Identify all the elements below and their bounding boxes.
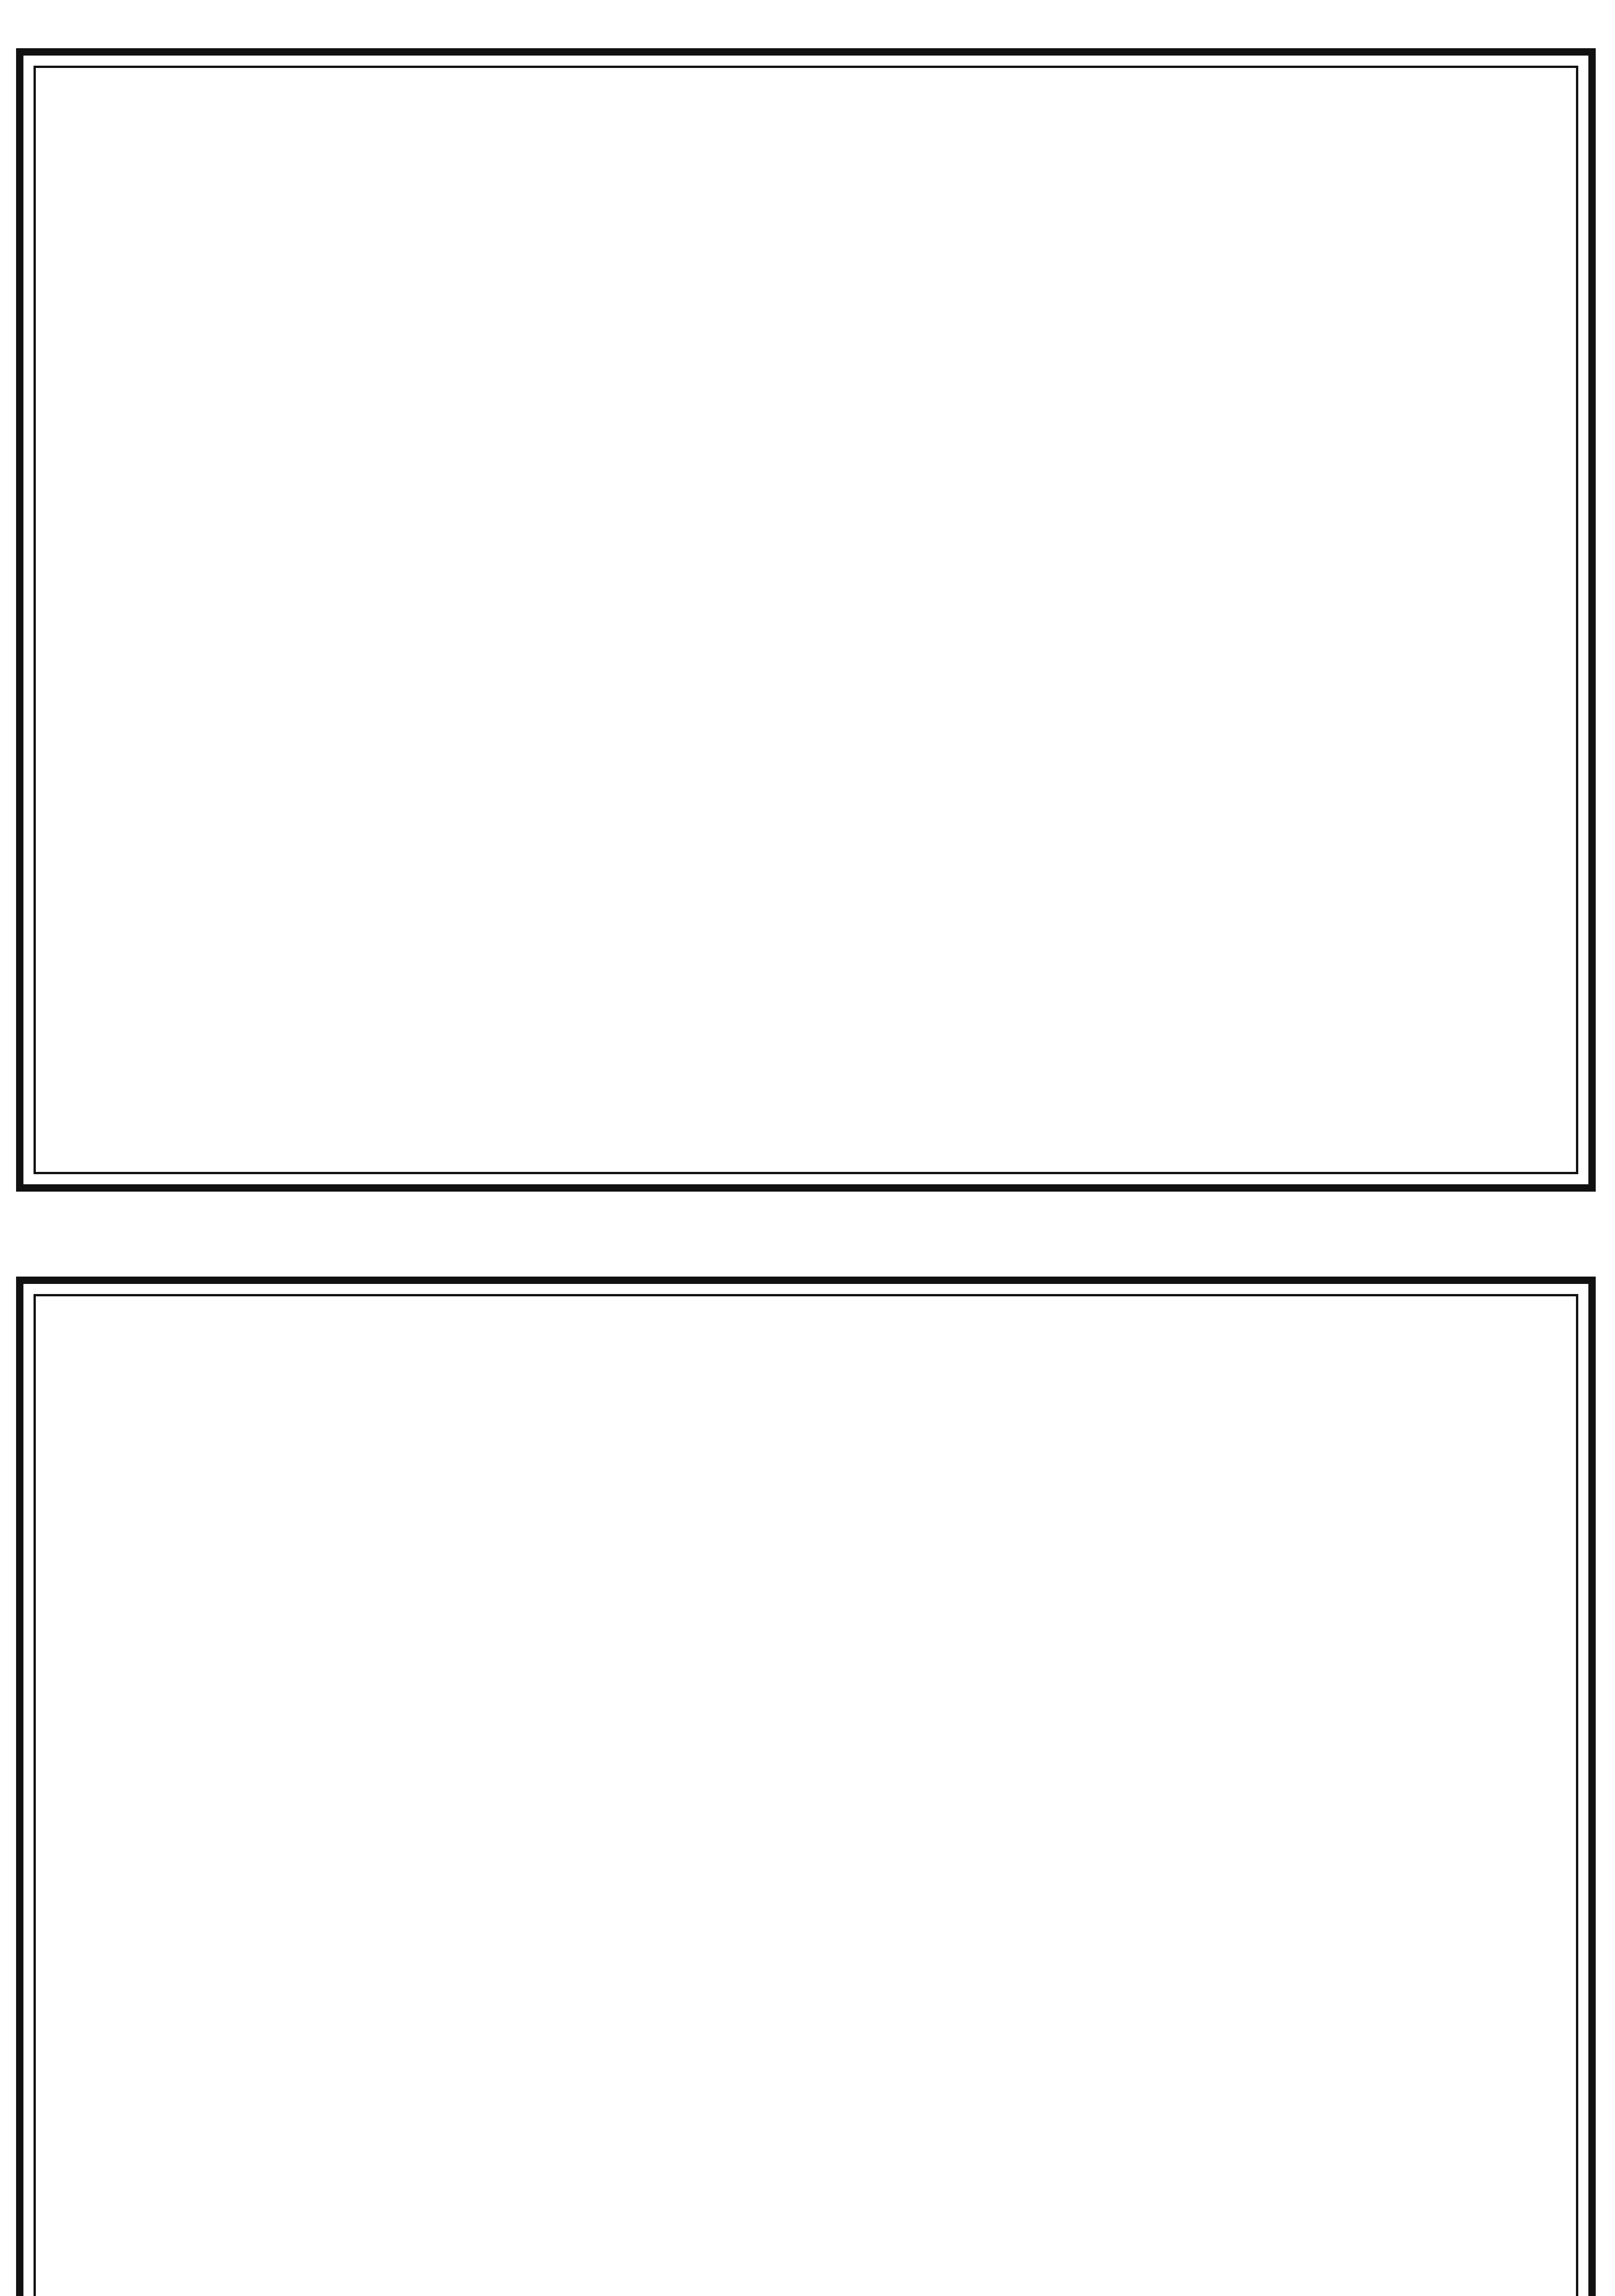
bottom-page-frame [34, 1294, 1578, 2296]
top-page [16, 48, 1596, 1192]
bottom-page [16, 1277, 1596, 2296]
top-page-frame [34, 66, 1578, 1174]
